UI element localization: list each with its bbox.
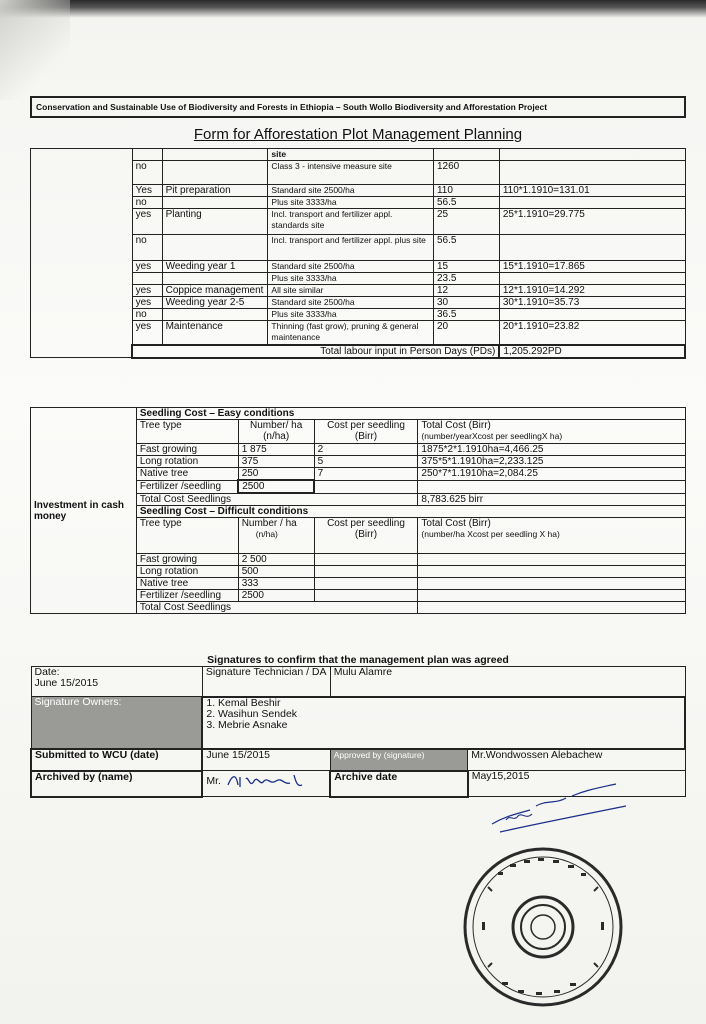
owner-name: 2. Wasihun Sendek	[206, 707, 298, 720]
easy-header-row: Tree type Number/ ha (n/ha) Cost per seedling (Birr) Total Cost (Birr) (number/yearXcost per seedlingX ha)	[31, 420, 686, 444]
investment-table	[30, 407, 686, 614]
form-title: Form for Afforestation Plot Management Planning	[193, 126, 523, 143]
labour-row: yes Weeding year 2-5 Standard site 2500/ha 30 30*1.1910=35.73	[31, 297, 686, 309]
date-value: June 15/2015	[34, 677, 99, 689]
official-stamp	[458, 842, 628, 1012]
approved-value: Mr.Wondwossen Alebachew	[468, 749, 685, 771]
labour-row: no Class 3 - intensive measure site 1260	[31, 161, 686, 185]
submitted-value: June 15/2015	[202, 749, 330, 771]
labour-table	[30, 148, 686, 359]
owner-name: 1. Kemal Beshir	[206, 696, 281, 709]
easy-row: Fast growing 1 875 2 1875*2*1.1910ha=4,466.25	[31, 444, 686, 456]
easy-row: Fertilizer /seedling 2500	[31, 480, 686, 493]
labour-row: yes Planting Incl. transport and fertilizer appl. standards site 25 25*1.1910=29.775	[31, 209, 686, 235]
project-header: Conservation and Sustainable Use of Biodiversity and Forests in Ethiopia – South Wollo Biodiversity and Afforestation Project	[30, 96, 686, 118]
approved-label: Approved by (signature)	[330, 749, 468, 771]
difficult-title: Seedling Cost – Difficult conditions	[136, 506, 685, 518]
difficult-total-row: Total Cost Seedlings	[31, 602, 686, 614]
labour-row: yes Weeding year 1 Standard site 2500/ha 15 15*1.1910=17.865	[31, 261, 686, 273]
archive-date-label: Archive date	[330, 771, 468, 797]
labour-total-label: Total labour input in Person Days (PDs)	[132, 345, 499, 358]
labour-row: no Plus site 3333/ha 56.5	[31, 197, 686, 209]
difficult-row: Long rotation 500	[31, 566, 686, 578]
difficult-row: Fertilizer /seedling 2500	[31, 590, 686, 602]
handwritten-signature	[224, 771, 314, 791]
labour-row: no Plus site 3333/ha 36.5	[31, 309, 686, 321]
folded-corner	[0, 0, 70, 100]
submitted-label: Submitted to WCU (date)	[31, 749, 202, 771]
difficult-row: Native tree 333	[31, 578, 686, 590]
labour-label-cell	[31, 149, 133, 358]
labour-total-value: 1,205.292PD	[499, 345, 685, 358]
investment-label: Investment in cash money	[31, 408, 137, 614]
difficult-header-row: Tree type Number / ha (n/ha) Cost per seedling (Birr) Total Cost (Birr) (number/ha Xcost per seedling X ha)	[31, 518, 686, 554]
labour-row: Yes Pit preparation Standard site 2500/ha 110 110*1.1910=131.01	[31, 185, 686, 197]
easy-row: Long rotation 375 5 375*5*1.1910ha=2,233.125	[31, 456, 686, 468]
owner-name: 3. Mebrie Asnake	[206, 718, 288, 731]
labour-row: yes Coppice management All site similar 12 12*1.1910=14.292	[31, 285, 686, 297]
measure-fragment: site	[268, 149, 434, 161]
scan-shadow	[0, 0, 706, 18]
easy-total-row: Total Cost Seedlings 8,783.625 birr	[31, 493, 686, 506]
archived-value-cell	[202, 771, 330, 797]
labour-row: no Incl. transport and fertilizer appl. plus site 56.5	[31, 235, 686, 261]
date-label: Date:	[34, 666, 60, 678]
easy-title: Seedling Cost – Easy conditions	[136, 408, 685, 420]
difficult-row: Fast growing 2 500	[31, 554, 686, 566]
archive-date-value: May15,2015	[468, 771, 685, 797]
archived-value: Mr.	[206, 774, 221, 787]
archived-label: Archived by (name)	[31, 771, 202, 797]
technician-name: Mulu Alamre	[330, 667, 685, 697]
technician-label: Signature Technician / DA	[202, 667, 330, 697]
owners-list	[202, 697, 685, 749]
easy-row: Native tree 250 7 250*7*1.1910ha=2,084.25	[31, 468, 686, 481]
approval-signature	[486, 776, 646, 836]
labour-row: Plus site 3333/ha 23.5	[31, 273, 686, 285]
signatures-heading: Signatures to confirm that the management plan was agreed	[207, 654, 509, 666]
owners-label: Signature Owners:	[31, 697, 202, 749]
labour-row: yes Maintenance Thinning (fast grow), pruning & general maintenance 20 20*1.1910=23.82	[31, 321, 686, 345]
